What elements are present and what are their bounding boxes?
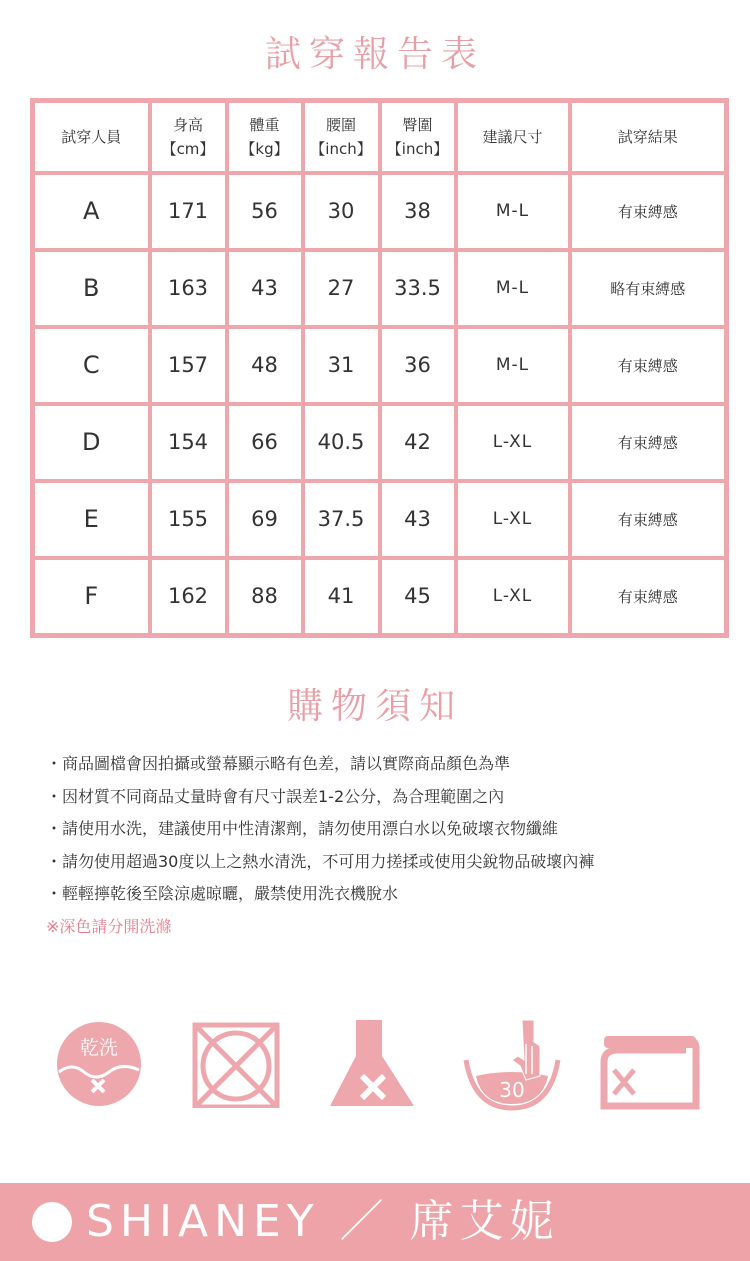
table-cell: M-L [456, 327, 570, 404]
dark-color-warning: ※深色請分開洗滌 [46, 916, 172, 936]
table-cell: 154 [150, 404, 227, 481]
brand-dot-icon [32, 1202, 72, 1242]
column-header [456, 101, 570, 174]
column-header-text: 【inch】 [310, 140, 372, 158]
bullet: ・ [46, 819, 63, 838]
notice-text: 請使用水洗，建議使用中性清潔劑，請勿使用漂白水以免破壞衣物纖維 [62, 819, 559, 838]
hand-wash-30-icon [462, 1016, 562, 1112]
table-cell: L-XL [456, 558, 570, 636]
column-header-text: 【cm】 [161, 140, 215, 158]
table-cell: 66 [227, 404, 303, 481]
notice-item [46, 748, 726, 781]
notice-text: 商品圖檔會因拍攝或螢幕顯示略有色差，請以實際商品顏色為準 [62, 754, 511, 773]
column-header [380, 101, 456, 174]
column-header-text: 身高 [172, 116, 203, 134]
notice-item [46, 846, 726, 879]
table-cell: L-XL [456, 404, 570, 481]
table-cell: 38 [380, 173, 456, 250]
shopping-notice-list [46, 748, 726, 943]
column-header-text: 試穿結果 [617, 128, 678, 146]
table-cell: 171 [150, 173, 227, 250]
table-cell: M-L [456, 250, 570, 327]
no-dry-clean-icon [54, 1016, 144, 1108]
table-cell: 37.5 [303, 481, 380, 558]
table-row [33, 558, 727, 636]
column-header [303, 101, 380, 174]
dry-clean-label: 乾洗 [79, 1037, 119, 1059]
table-cell: 56 [227, 173, 303, 250]
notice-text: 輕輕擰乾後至陰涼處晾曬，嚴禁使用洗衣機脫水 [62, 884, 399, 903]
notice-text: 請勿使用超過30度以上之熱水清洗，不可用力搓揉或使用尖銳物品破壞內褲 [62, 851, 595, 871]
no-tumble-dry-icon [192, 1016, 282, 1108]
fit-report-title: 試穿報告表 [264, 34, 485, 75]
table-cell: 45 [380, 558, 456, 636]
brand-name: SHIANEY ／ 席艾妮 [86, 1196, 560, 1247]
table-cell: 33.5 [380, 250, 456, 327]
fit-report-table [30, 98, 729, 638]
table-cell: 31 [303, 327, 380, 404]
column-header-text: 體重 [249, 116, 280, 134]
table-cell: 36 [380, 327, 456, 404]
table-cell: 162 [150, 558, 227, 636]
column-header [33, 101, 150, 174]
table-cell: 42 [380, 404, 456, 481]
bullet: ・ [46, 754, 63, 773]
table-cell: 163 [150, 250, 227, 327]
column-header-text: 腰圍 [325, 116, 356, 134]
notice-item [46, 878, 726, 911]
bullet: ・ [46, 884, 63, 903]
table-cell: 有束縛感 [570, 558, 727, 636]
table-cell: 88 [227, 558, 303, 636]
table-cell: 略有束縛感 [570, 250, 727, 327]
table-row [33, 327, 727, 404]
table-cell: 41 [303, 558, 380, 636]
column-header [227, 101, 303, 174]
table-cell: 有束縛感 [570, 327, 727, 404]
care-icons [0, 1016, 750, 1116]
table-row [33, 250, 727, 327]
table-row [33, 404, 727, 481]
bullet: ・ [46, 786, 63, 806]
table-cell: E [33, 481, 150, 558]
no-bleach-icon [328, 1016, 418, 1112]
column-header-text: 【inch】 [386, 140, 449, 158]
table-cell: 有束縛感 [570, 404, 727, 481]
table-cell: B [33, 250, 150, 327]
table-row [33, 481, 727, 558]
column-header-text: 【kg】 [240, 140, 289, 158]
table-cell: 有束縛感 [570, 481, 727, 558]
table-cell: 48 [227, 327, 303, 404]
table-cell: M-L [456, 173, 570, 250]
shopping-notice-title: 購物須知 [286, 686, 463, 727]
table-cell: F [33, 558, 150, 636]
table-cell: L-XL [456, 481, 570, 558]
column-header-text: 試穿人員 [61, 128, 122, 146]
bullet: ・ [46, 851, 63, 871]
column-header-text: 臀圍 [402, 116, 433, 134]
table-cell: 43 [380, 481, 456, 558]
no-iron-icon [600, 1016, 700, 1112]
table-cell: 40.5 [303, 404, 380, 481]
brand-footer [0, 1183, 750, 1261]
column-header-text: 建議尺寸 [482, 128, 543, 146]
notice-text: 因材質不同商品丈量時會有尺寸誤差1-2公分，為合理範圍之內 [62, 786, 505, 806]
table-cell: D [33, 404, 150, 481]
column-header [570, 101, 727, 174]
table-cell: C [33, 327, 150, 404]
notice-item [46, 781, 726, 814]
wash-temperature: 30 [499, 1078, 525, 1102]
table-cell: 27 [303, 250, 380, 327]
table-cell: 157 [150, 327, 227, 404]
table-cell: A [33, 173, 150, 250]
table-cell: 有束縛感 [570, 173, 727, 250]
table-cell: 69 [227, 481, 303, 558]
table-header-row [33, 101, 727, 174]
table-cell: 30 [303, 173, 380, 250]
column-header [150, 101, 227, 174]
table-row [33, 173, 727, 250]
table-cell: 43 [227, 250, 303, 327]
table-cell: 155 [150, 481, 227, 558]
notice-item [46, 813, 726, 846]
